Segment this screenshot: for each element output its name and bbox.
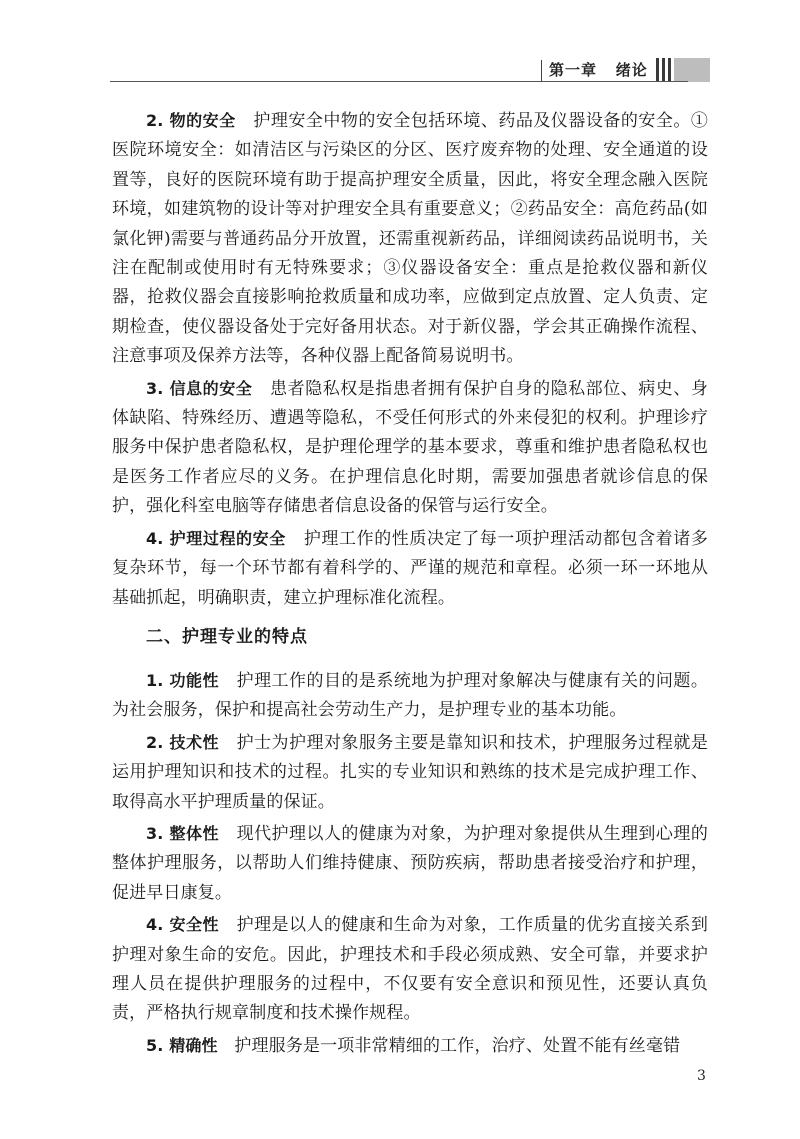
chapter-label: 第一章 xyxy=(549,61,598,79)
paragraph-holism xyxy=(112,819,708,908)
header-decoration xyxy=(656,58,710,82)
running-header-title xyxy=(549,60,648,80)
paragraph-text: 护理工作的性质决定了每一项护理活动都包含着诸多复杂环节，每一个环节都有着科学的、严谨的规范和章程。必须一环一环地从基础抓起，明确职责，建立护理标准化流程。 xyxy=(112,528,708,608)
paragraph-text: 护理服务是一项非常精细的工作，治疗、处置不能有丝毫错 xyxy=(234,1035,681,1056)
paragraph-lead: 5. 精确性 xyxy=(146,1035,218,1055)
section-heading: 二、护理专业的特点 xyxy=(146,626,308,647)
paragraph-text: 护理安全中物的安全包括环境、药品及仪器设备的安全。①医院环境安全：如清洁区与污染区的分区、医疗废弃物的处理、安全通道的设置等，良好的医院环境有助于提高护理安全质量，因此，将安全理念融入医院环境，如建筑物的设计等对护理安全具有重要意义；②药品安全：高危药品(如氯化钾)需要与普通药品分开放置，还需重视新药品，详细阅读药品说明书，关注在配制或使用时有无特殊要求；③仪器设备安全：重点是抢救仪器和新仪器，抢救仪器会直接影响抢救质量和成功率，应做到定点放置、定人负责、定期检查，使仪器设备处于完好备用状态。对于新仪器，学会其正确操作流程、注意事项及保养方法等，各种仪器上配备简易说明书。 xyxy=(112,111,708,367)
header-rule xyxy=(110,81,688,82)
paragraph-information-safety xyxy=(112,374,708,522)
page-body xyxy=(112,106,708,1063)
paragraph-functionality xyxy=(112,666,708,726)
paragraph-lead: 4. 安全性 xyxy=(146,915,219,935)
paragraph-lead: 3. 信息的安全 xyxy=(146,378,253,398)
paragraph-process-safety xyxy=(112,524,708,613)
paragraph-technicality xyxy=(112,728,708,817)
chapter-title: 绪论 xyxy=(615,61,648,79)
header-separator xyxy=(541,60,542,82)
running-header xyxy=(0,58,800,88)
paragraph-text: 护理是以人的健康和生命为对象，工作质量的优劣直接关系到护理对象生命的安危。因此，护理技术和手段必须成熟、安全可靠，并要求护理人员在提供护理服务的过程中，不仅要有安全意识和预见性，还要认真负责，严格执行规章制度和技术操作规程。 xyxy=(112,915,708,1024)
paragraph-lead: 1. 功能性 xyxy=(146,670,219,690)
paragraph-lead: 3. 整体性 xyxy=(146,823,219,843)
paragraph-lead: 2. 技术性 xyxy=(146,732,219,752)
paragraph-physical-safety xyxy=(112,106,708,372)
paragraph-safety xyxy=(112,910,708,1029)
page-number: 3 xyxy=(697,1068,706,1084)
paragraph-text: 患者隐私权是指患者拥有保护自身的隐私部位、病史、身体缺陷、特殊经历、遭遇等隐私，不受任何形式的外来侵犯的权利。护理诊疗服务中保护患者隐私权，是护理伦理学的基本要求，尊重和维护患者隐私权也是医务工作者应尽的义务。在护理信息化时期，需要加强患者就诊信息的保护，强化科室电脑等存储患者信息设备的保管与运行安全。 xyxy=(112,378,709,517)
paragraph-text: 现代护理以人的健康为对象，为护理对象提供从生理到心理的整体护理服务，以帮助人们维持健康、预防疾病，帮助患者接受治疗和护理，促进早日康复。 xyxy=(112,823,708,903)
paragraph-lead: 2. 物的安全 xyxy=(146,111,236,130)
paragraph-text: 护士为护理对象服务主要是靠知识和技术，护理服务过程就是运用护理知识和技术的过程。扎实的专业知识和熟练的技术是完成护理工作、取得高水平护理质量的保证。 xyxy=(112,732,708,812)
paragraph-text: 护理工作的目的是系统地为护理对象解决与健康有关的问题。为社会服务，保护和提高社会劳动生产力，是护理专业的基本功能。 xyxy=(112,670,708,721)
paragraph-precision xyxy=(112,1031,708,1061)
paragraph-lead: 4. 护理过程的安全 xyxy=(146,528,286,548)
